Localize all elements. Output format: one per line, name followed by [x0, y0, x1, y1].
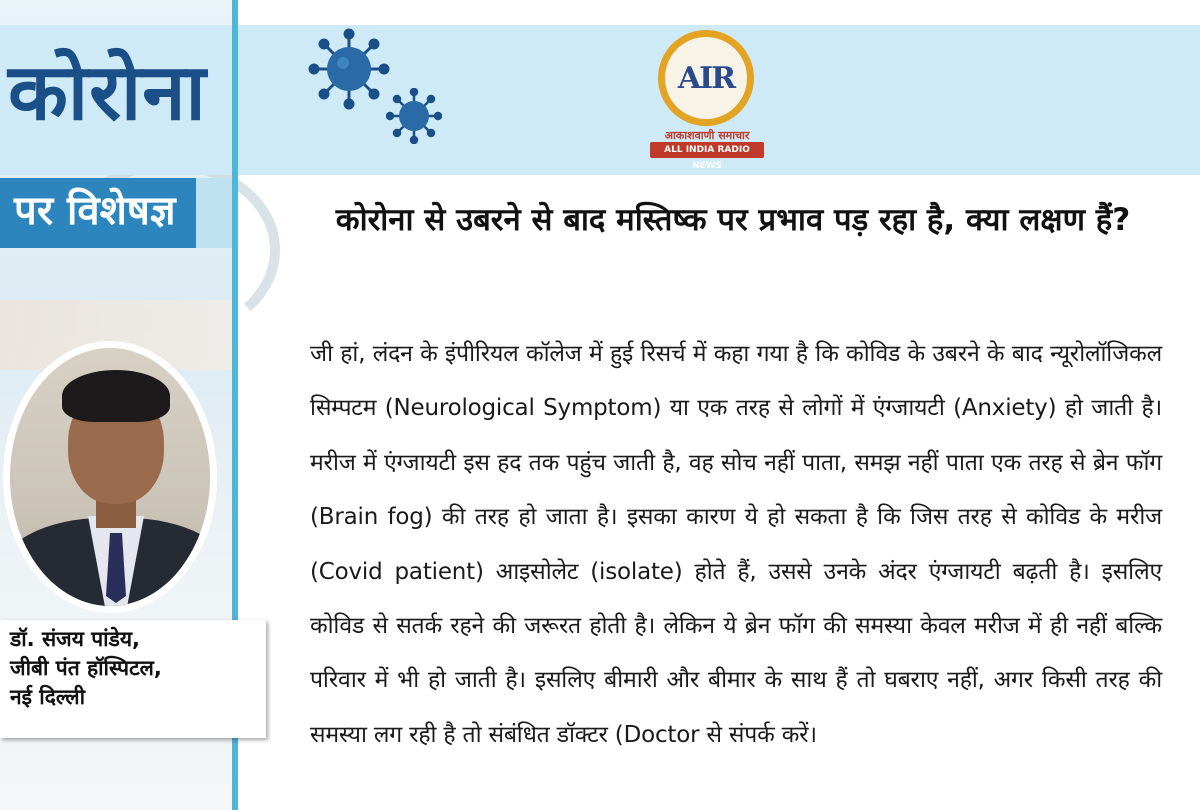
- air-logo: [648, 30, 766, 171]
- virus-icon-small: [386, 88, 442, 144]
- logo-mark: AIR: [677, 60, 735, 96]
- virus-icon: [308, 28, 390, 110]
- subtitle-box-edge: [196, 178, 232, 248]
- logo-caption-english: ALL INDIA RADIO NEWS: [650, 142, 764, 158]
- expert-photo: [10, 348, 210, 606]
- expert-city: नई दिल्ली: [10, 684, 86, 709]
- expert-name: डॉ. संजय पांडेय,: [10, 627, 140, 651]
- logo-caption-hindi: आकाशवाणी समाचार: [664, 129, 750, 142]
- answer-paragraph: जी हां, लंदन के इंपीरियल कॉलेज में हुई रिसर्च में कहा गया है कि कोविड के उबरने के बाद न्यूरोलॉजिकल सिम्पटम (Neurological Symptom) या एक तरह से लोगों में एंग्जायटी (Anxiety) हो जाती है। मरीज में एंग्जायटी इस हद तक पहुंच जाती है, वह सोच नहीं पाता, समझ नहीं पाता एक तरह से ब्रेन फॉग (Brain fog) की तरह हो जाता है। इसका कारण ये हो सकता है कि जिस तरह से कोविड के मरीज (Covid patient) आइसोलेट (isolate) होते हैं, उससे उनके अंदर एंग्जायटी बढ़ती है। इसलिए कोविड से सतर्क रहने की जरूरत होती है। लेकिन ये ब्रेन फॉग की समस्या केवल मरीज में ही नहीं बल्कि परिवार में भी हो जाती है। इसलिए बीमारी और बीमार के साथ हैं तो घबराए नहीं, अगर किसी तरह की समस्या लग रही है तो संबंधित डॉक्टर (Doctor से संपर्क करें।: [310, 341, 1162, 748]
- expert-name-box: [0, 620, 266, 738]
- logo-inner: [665, 37, 747, 119]
- subtitle-text: पर विशेषज्ञ: [14, 188, 176, 234]
- expert-hospital: जीबी पंत हॉस्पिटल,: [10, 655, 162, 680]
- photo-hair: [62, 370, 170, 422]
- page-title: कोरोना: [8, 48, 207, 138]
- question-heading: कोरोना से उबरने से बाद मस्तिष्क पर प्रभाव पड़ रहा है, क्या लक्षण हैं?: [335, 202, 1131, 238]
